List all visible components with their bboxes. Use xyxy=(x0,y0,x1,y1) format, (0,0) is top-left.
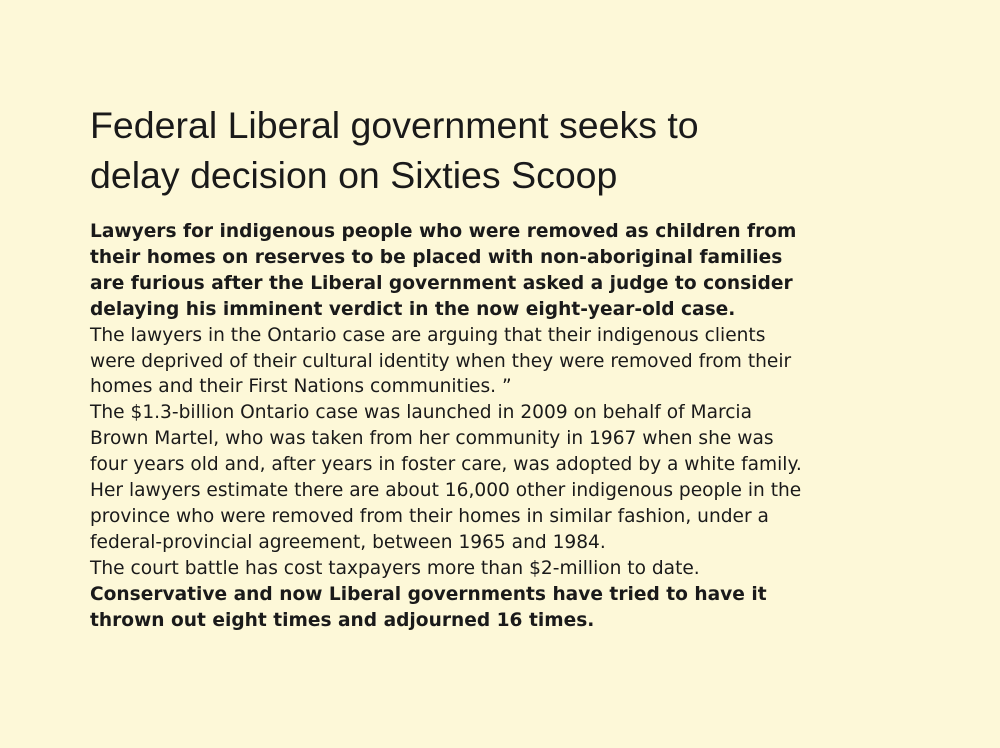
body-paragraph xyxy=(90,556,950,582)
slide-title xyxy=(90,100,910,200)
text-line: Brown Martel, who was taken from her community in 1967 when she was xyxy=(90,428,774,450)
title-line: delay decision on Sixties Scoop xyxy=(90,154,618,196)
text-line: The $1.3-billion Ontario case was launched in 2009 on behalf of Marcia xyxy=(90,402,752,424)
text-line: thrown out eight times and adjourned 16 times. xyxy=(90,609,595,631)
text-line: The court battle has cost taxpayers more than $2-million to date. xyxy=(90,557,700,579)
text-line: homes and their First Nations communities. ” xyxy=(90,376,512,398)
body-paragraph xyxy=(90,400,950,555)
text-line: federal-provincial agreement, between 1965 and 1984. xyxy=(90,531,606,553)
body-paragraph xyxy=(90,323,950,401)
text-line: province who were removed from their homes in similar fashion, under a xyxy=(90,505,769,527)
text-line: Conservative and now Liberal governments have tried to have it xyxy=(90,583,767,605)
text-line: four years old and, after years in foster care, was adopted by a white family. xyxy=(90,454,802,476)
lead-paragraph xyxy=(90,219,950,323)
text-line: Lawyers for indigenous people who were removed as children from xyxy=(90,221,797,242)
slide-body xyxy=(90,219,950,634)
text-line: delaying his imminent verdict in the now eight-year-old case. xyxy=(90,298,736,320)
text-line: their homes on reserves to be placed with non-aboriginal families xyxy=(90,246,783,268)
closing-paragraph xyxy=(90,582,950,634)
text-line: are furious after the Liberal government asked a judge to consider xyxy=(90,272,793,294)
text-line: were deprived of their cultural identity when they were removed from their xyxy=(90,350,792,372)
text-line: Her lawyers estimate there are about 16,000 other indigenous people in the xyxy=(90,480,802,502)
title-line: Federal Liberal government seeks to xyxy=(90,104,699,146)
text-line: The lawyers in the Ontario case are arguing that their indigenous clients xyxy=(90,324,766,346)
